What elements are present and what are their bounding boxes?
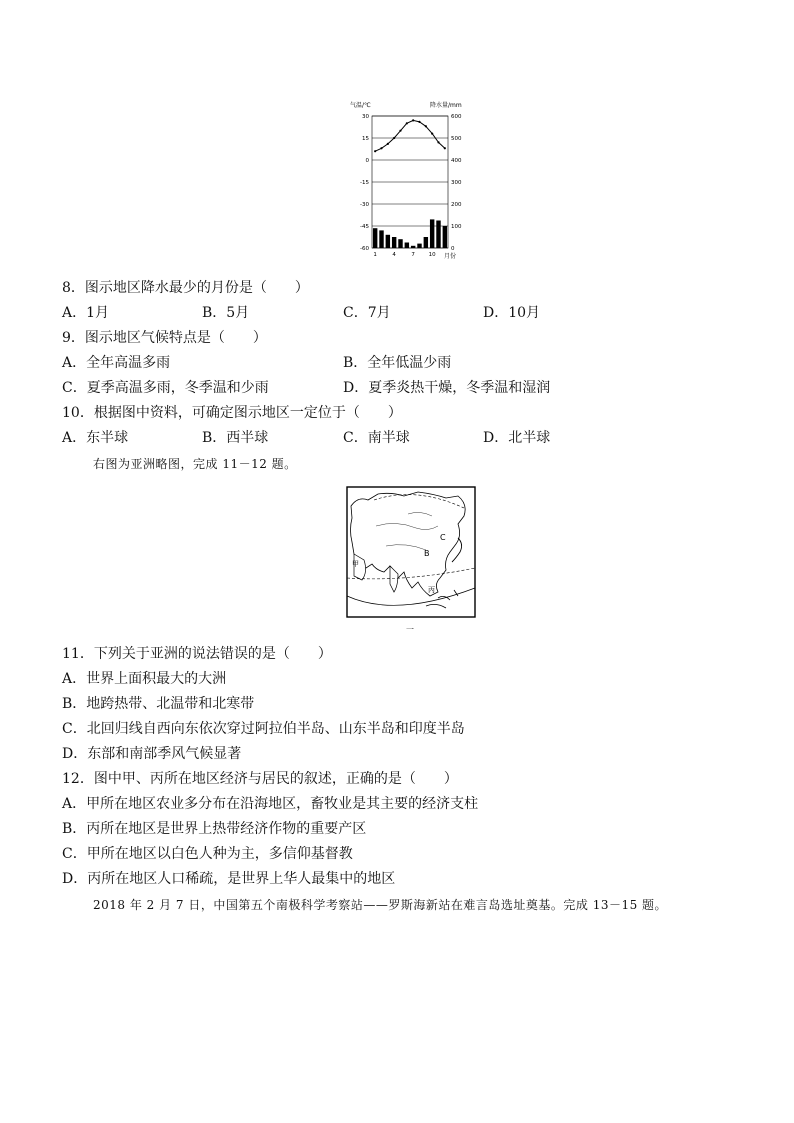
precip-tick-label: 600 — [451, 114, 462, 120]
temp-tick-label: -15 — [360, 180, 369, 186]
q12-option-b[interactable]: B．丙所在地区是世界上热带经济作物的重要产区 — [62, 821, 367, 837]
temp-tick-label: 30 — [362, 114, 369, 120]
q9-option-a[interactable]: A．全年高温多雨 — [62, 355, 171, 371]
q10-option-b[interactable]: B．西半球 — [202, 430, 269, 446]
temp-point — [406, 122, 408, 124]
temp-tick-labels — [360, 114, 369, 252]
map-label-bing: 丙 — [428, 586, 435, 594]
precip-bar — [392, 237, 396, 248]
q8-option-c[interactable]: C．7月 — [343, 305, 391, 321]
map-label-jia: 甲 — [352, 560, 359, 568]
precip-tick-label: 500 — [451, 136, 462, 142]
temp-tick-label: -60 — [360, 246, 369, 252]
temperature-points — [374, 119, 446, 152]
intro-11-12: 右图为亚洲略图，完成 11－12 题。 — [93, 457, 297, 471]
precip-axis-label: 降水量/mm — [430, 102, 462, 109]
precip-bar — [417, 244, 421, 248]
q10-stem: 10．根据图中资料，可确定图示地区一定位于（ ） — [62, 405, 402, 421]
month-tick-label: 7 — [411, 252, 415, 258]
q10-option-d[interactable]: D．北半球 — [483, 430, 551, 446]
month-axis-label: 月份 — [444, 253, 457, 260]
month-tick-label: 4 — [392, 252, 396, 258]
precip-bar — [386, 235, 390, 248]
q9-option-d[interactable]: D．夏季炎热干燥，冬季温和湿润 — [343, 380, 551, 396]
temp-point — [380, 147, 382, 149]
temp-point — [399, 130, 401, 132]
q8-option-b[interactable]: B．5月 — [202, 305, 250, 321]
q11-stem: 11．下列关于亚洲的说法错误的是（ ） — [62, 646, 332, 662]
q9-option-c[interactable]: C．夏季高温多雨，冬季温和少雨 — [62, 380, 269, 396]
temp-tick-label: -45 — [360, 224, 369, 230]
asia-map — [346, 486, 478, 636]
precip-bar — [424, 237, 428, 248]
precip-bar — [405, 243, 409, 249]
temp-tick-label: 0 — [365, 158, 369, 164]
precip-tick-label: 400 — [451, 158, 462, 164]
q12-stem: 12．图中甲、丙所在地区经济与居民的叙述，正确的是（ ） — [62, 771, 458, 787]
temp-point — [418, 121, 420, 123]
temp-tick-label: -30 — [360, 202, 369, 208]
q11-option-b[interactable]: B．地跨热带、北温带和北寒带 — [62, 696, 255, 712]
map-scale-mark: 一 — [406, 625, 414, 634]
month-tick-label: 1 — [373, 252, 377, 258]
temp-point — [444, 147, 446, 149]
q12-option-d[interactable]: D．丙所在地区人口稀疏，是世界上华人最集中的地区 — [62, 871, 396, 887]
temp-point — [412, 119, 414, 121]
intro-13-15: 2018 年 2 月 7 日，中国第五个南极科学考察站——罗斯海新站在难言岛选址奠基。完成 13－15 题。 — [93, 898, 668, 912]
precipitation-bars — [373, 219, 447, 248]
month-tick-label: 10 — [428, 252, 436, 258]
precip-tick-label: 0 — [451, 246, 455, 252]
q12-option-c[interactable]: C．甲所在地区以白色人种为主，多信仰基督教 — [62, 846, 353, 862]
precip-bar — [373, 228, 377, 248]
map-label-c: C — [440, 533, 446, 542]
precip-tick-label: 100 — [451, 224, 462, 230]
temp-tick-label: 15 — [362, 136, 369, 142]
q9-stem: 9．图示地区气候特点是（ ） — [62, 330, 267, 346]
q11-option-a[interactable]: A．世界上面积最大的大洲 — [62, 671, 227, 687]
q9-option-b[interactable]: B．全年低温少雨 — [343, 355, 452, 371]
precip-bar — [379, 230, 383, 248]
temp-point — [387, 143, 389, 145]
precip-bar — [411, 246, 415, 248]
precip-tick-label: 300 — [451, 180, 462, 186]
precip-tick-labels — [451, 114, 462, 252]
temp-point — [374, 150, 376, 152]
temp-point — [393, 137, 395, 139]
climate-chart — [348, 98, 474, 260]
q12-option-a[interactable]: A．甲所在地区农业多分布在沿海地区，畜牧业是其主要的经济支柱 — [62, 796, 479, 812]
month-tick-labels — [373, 252, 436, 258]
map-label-b: B — [424, 549, 430, 558]
q11-option-c[interactable]: C．北回归线自西向东依次穿过阿拉伯半岛、山东半岛和印度半岛 — [62, 721, 465, 737]
precip-bar — [436, 221, 440, 249]
q11-option-d[interactable]: D．东部和南部季风气候显著 — [62, 746, 242, 762]
precip-bar — [443, 226, 447, 248]
temp-axis-label: 气温/℃ — [350, 102, 371, 109]
q10-option-c[interactable]: C．南半球 — [343, 430, 410, 446]
temp-point — [431, 133, 433, 135]
precip-tick-label: 200 — [451, 202, 462, 208]
precip-bar — [398, 239, 402, 248]
temperature-line — [375, 120, 445, 151]
q10-option-a[interactable]: A．东半球 — [62, 430, 129, 446]
q8-option-d[interactable]: D．10月 — [483, 305, 541, 321]
temp-point — [437, 141, 439, 143]
temp-point — [425, 125, 427, 127]
q8-option-a[interactable]: A．1月 — [62, 305, 110, 321]
precip-bar — [430, 219, 434, 248]
q8-stem: 8．图示地区降水最少的月份是（ ） — [62, 280, 309, 296]
